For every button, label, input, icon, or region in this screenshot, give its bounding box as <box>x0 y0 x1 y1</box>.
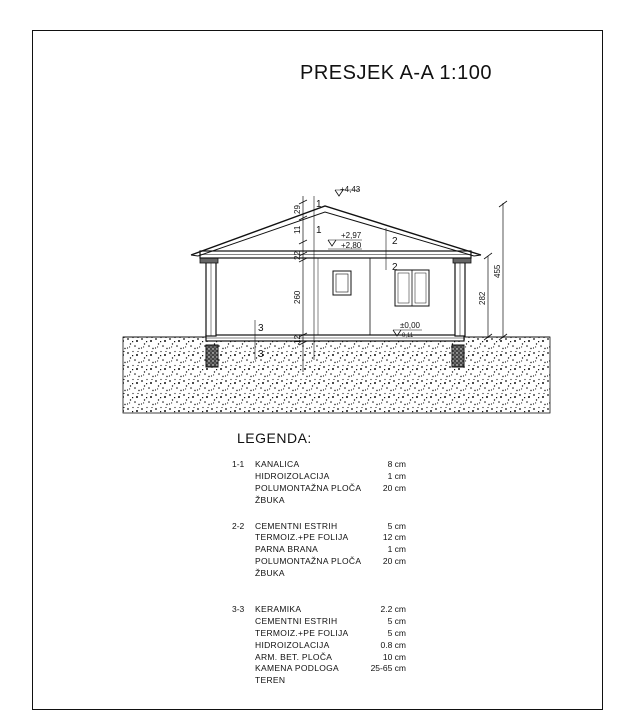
legend-layer-thickness: 8 cm <box>387 459 406 469</box>
dim-roof-a: 29 <box>293 205 302 214</box>
legend-row <box>232 663 422 675</box>
footing-right <box>452 345 464 367</box>
roof-inner <box>198 212 474 256</box>
legend-layer-name: TEREN <box>255 675 286 686</box>
legend-table <box>232 459 422 701</box>
dim-roof-b: 11 <box>293 225 302 234</box>
dim-ceiling-a: 22 <box>293 251 302 260</box>
legend-row <box>232 544 422 556</box>
legend-layer-name: TERMOIZ.+PE FOLIJA <box>255 627 349 638</box>
legend-layer-thickness: 5 cm <box>387 615 406 626</box>
legend-layer-name: ŽBUKA <box>255 568 285 579</box>
legend-layer-name: ARM. BET. PLOČA <box>255 651 333 662</box>
legend-group-1 <box>232 459 422 507</box>
legend-layer-name: KERAMIKA <box>255 604 302 615</box>
legend-group-id: 2-2 <box>232 520 245 531</box>
legend-layer-name: HIDROIZOLACIJA <box>255 470 330 481</box>
legend-layer-thickness: 10 cm <box>382 651 406 662</box>
legend-layer-thickness: 5 cm <box>387 520 406 531</box>
legend-layer-thickness: 25-65 cm <box>370 663 406 674</box>
footing-left <box>206 345 218 367</box>
ground-fill <box>123 337 550 413</box>
legend-layer-name: POLUMONTAŽNA PLOČA <box>255 482 362 493</box>
legend-layer-thickness: 12 cm <box>382 532 406 543</box>
level-ceiling: +2,80 <box>341 241 362 250</box>
legend-row <box>232 640 422 652</box>
legend-row <box>232 532 422 544</box>
legend-row <box>232 495 422 507</box>
legend-row <box>232 483 422 495</box>
section-mark-2b: 2 <box>392 262 398 273</box>
legend-layer-name: PARNA BRANA <box>255 544 319 555</box>
legend-layer-name: KANALICA <box>255 459 300 469</box>
legend-row <box>232 568 422 580</box>
section-mark-1b: 1 <box>316 225 322 236</box>
legend-layer-name: POLUMONTAŽNA PLOČA <box>255 556 362 567</box>
section-mark-2: 2 <box>392 236 398 247</box>
legend-layer-thickness: 0.8 cm <box>380 639 406 650</box>
level-ceiling-top: +2,97 <box>341 231 362 240</box>
legend-heading: LEGENDA: <box>237 430 312 446</box>
legend-layer-thickness: 20 cm <box>382 482 406 493</box>
legend-layer-thickness: 5 cm <box>387 627 406 638</box>
section-mark-3b: 3 <box>258 349 264 360</box>
legend-layer-thickness: 1 cm <box>387 544 406 555</box>
legend-group-2 <box>232 521 422 580</box>
dim-floor-a: 12 <box>293 335 302 344</box>
legend-row <box>232 616 422 628</box>
section-mark-3: 3 <box>258 323 264 334</box>
legend-layer-name: CEMENTNI ESTRIH <box>255 615 338 626</box>
legend-layer-name: KAMENA PODLOGA <box>255 663 340 674</box>
section-mark-1: 1 <box>316 199 322 210</box>
legend-row <box>232 652 422 664</box>
dim-overall-height: 455 <box>493 264 502 278</box>
legend-row <box>232 459 422 471</box>
dim-wall-height: 260 <box>293 290 302 304</box>
legend-layer-thickness: 1 cm <box>387 470 406 481</box>
legend-group-id: 1-1 <box>232 459 245 469</box>
legend-row <box>232 521 422 533</box>
legend-layer-name: CEMENTNI ESTRIH <box>255 520 338 531</box>
roof-outer <box>191 206 481 255</box>
legend-layer-name: TERMOIZ.+PE FOLIJA <box>255 532 349 543</box>
dim-eave-height: 282 <box>478 291 487 305</box>
legend-row <box>232 556 422 568</box>
legend-layer-thickness: 2.2 cm <box>380 604 406 615</box>
legend-group-id: 3-3 <box>232 604 245 615</box>
legend-layer-thickness: 20 cm <box>382 556 406 567</box>
legend-layer-name: ŽBUKA <box>255 494 285 505</box>
legend-layer-name: HIDROIZOLACIJA <box>255 639 330 650</box>
legend-row <box>232 471 422 483</box>
level-floor-sub: -0,11 <box>400 333 414 339</box>
level-floor: ±0,00 <box>400 321 420 330</box>
level-ridge: +4,43 <box>340 185 361 194</box>
legend-row <box>232 604 422 616</box>
legend-row <box>232 675 422 687</box>
legend-group-3 <box>232 604 422 687</box>
legend-row <box>232 628 422 640</box>
drawing-title: PRESJEK A-A 1:100 <box>300 62 492 84</box>
